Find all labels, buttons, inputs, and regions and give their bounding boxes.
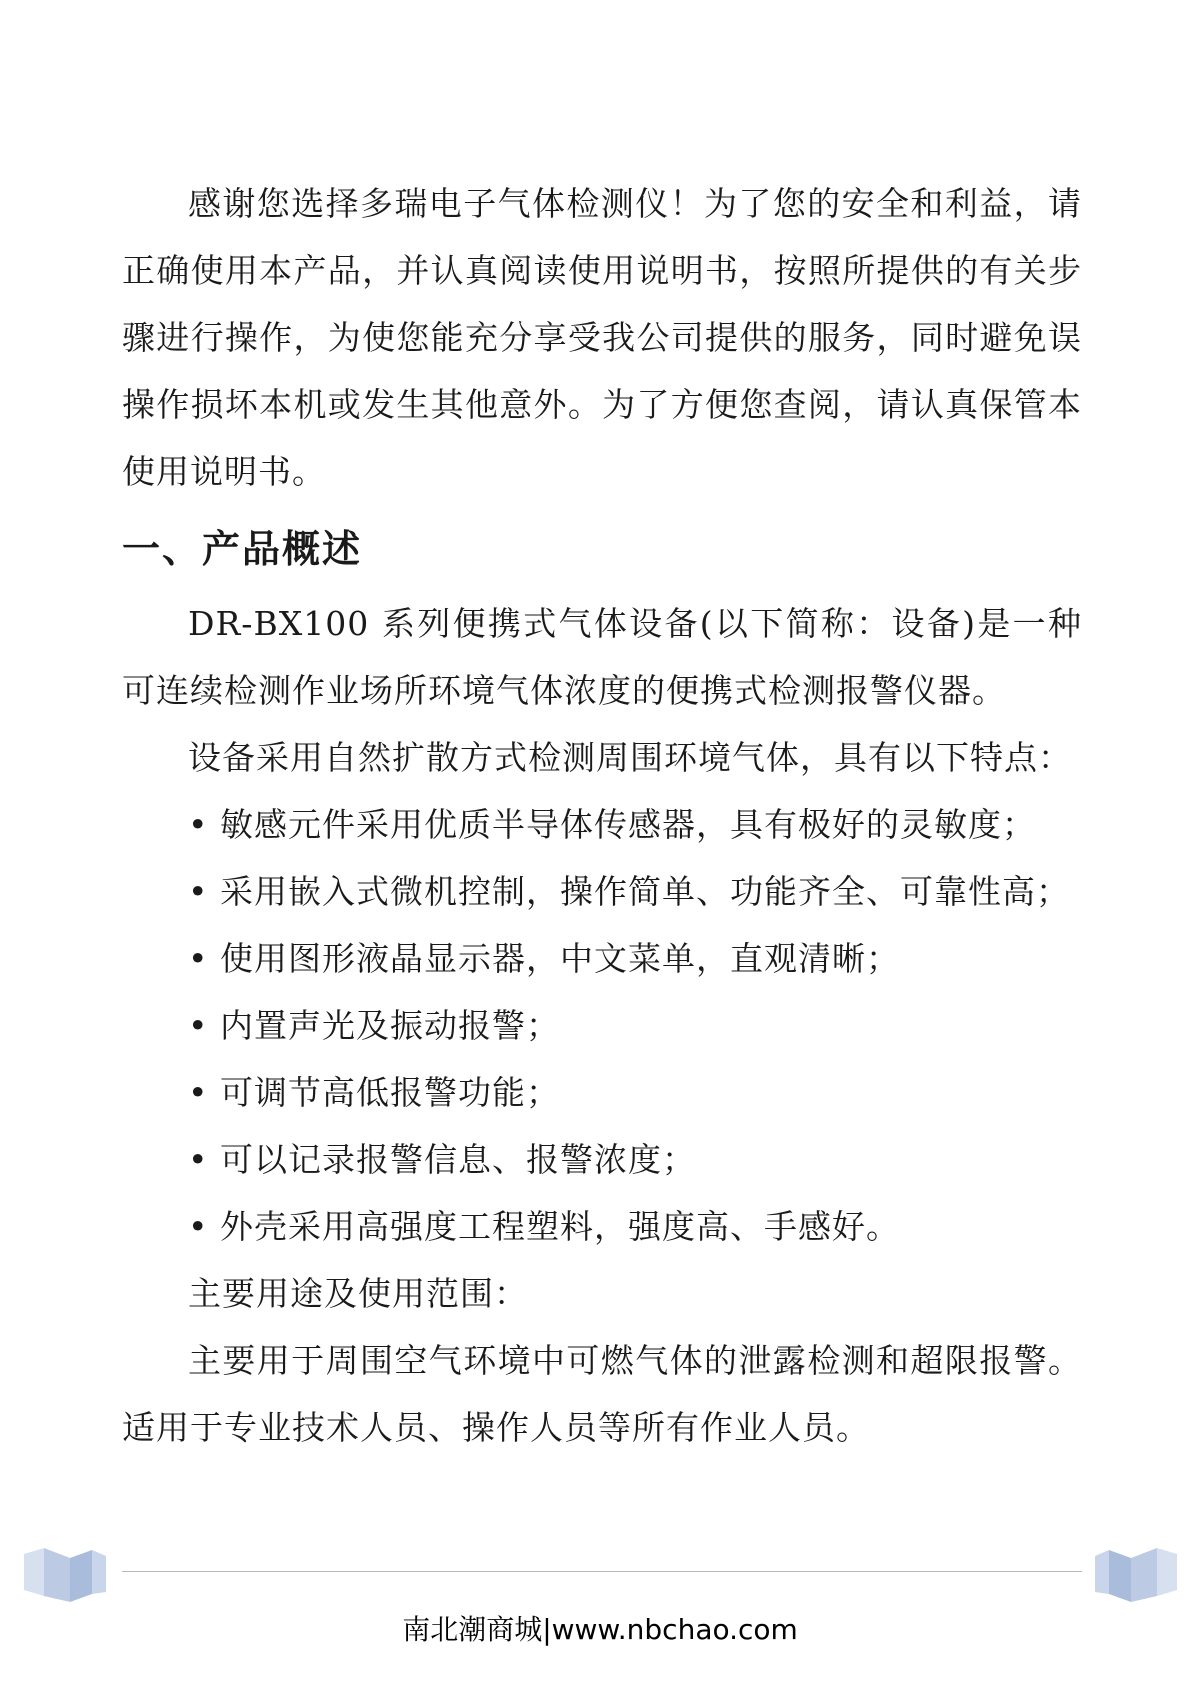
footer-text: 南北潮商城|www.nbchao.com (402, 1613, 798, 1646)
bullet-icon: • (188, 1207, 209, 1246)
overview-paragraph: DR-BX100 系列便携式气体设备(以下简称：设备)是一种可连续检测作业场所环境气体浓度的便携式检测报警仪器。 (122, 604, 1082, 710)
bullet-icon: • (188, 1140, 209, 1179)
book-decoration-right-icon (1093, 1540, 1179, 1602)
intro-paragraph: 感谢您选择多瑞电子气体检测仪！为了您的安全和利益，请正确使用本产品，并认真阅读使用说明书，按照所提供的有关步骤进行操作，为使您能充分享受我公司提供的服务，同时避免误操作损坏本机或发生其他意外。为了方便您查阅，请认真保管本使用说明书。 (122, 184, 1082, 491)
bullet-icon: • (188, 1006, 209, 1045)
feature-item: • 可以记录报警信息、报警浓度； (188, 1126, 1082, 1193)
feature-item: • 内置声光及振动报警； (188, 992, 1082, 1059)
bullet-icon: • (188, 805, 209, 844)
footer-rule (122, 1571, 1082, 1572)
usage-paragraph: 主要用于周围空气环境中可燃气体的泄露检测和超限报警。适用于专业技术人员、操作人员等所有作业人员。 (122, 1341, 1082, 1447)
features-intro: 设备采用自然扩散方式检测周围环境气体，具有以下特点： (188, 738, 1072, 777)
feature-item: • 采用嵌入式微机控制，操作简单、功能齐全、可靠性高； (188, 858, 1082, 925)
bullet-icon: • (188, 872, 209, 911)
feature-item: • 使用图形液晶显示器，中文菜单，直观清晰； (188, 925, 1082, 992)
overview-section (122, 590, 1082, 1461)
feature-item: • 可调节高低报警功能； (188, 1059, 1082, 1126)
bullet-icon: • (188, 939, 209, 978)
section-heading: 一、产品概述 (122, 527, 363, 571)
feature-item: • 外壳采用高强度工程塑料，强度高、手感好。 (188, 1193, 1082, 1260)
intro-section (122, 170, 1082, 505)
bullet-icon: • (188, 1073, 209, 1112)
feature-item: • 敏感元件采用优质半导体传感器，具有极好的灵敏度； (188, 791, 1082, 858)
book-decoration-left-icon (22, 1540, 108, 1602)
usage-title: 主要用途及使用范围： (188, 1274, 528, 1313)
feature-list (122, 791, 1082, 1260)
